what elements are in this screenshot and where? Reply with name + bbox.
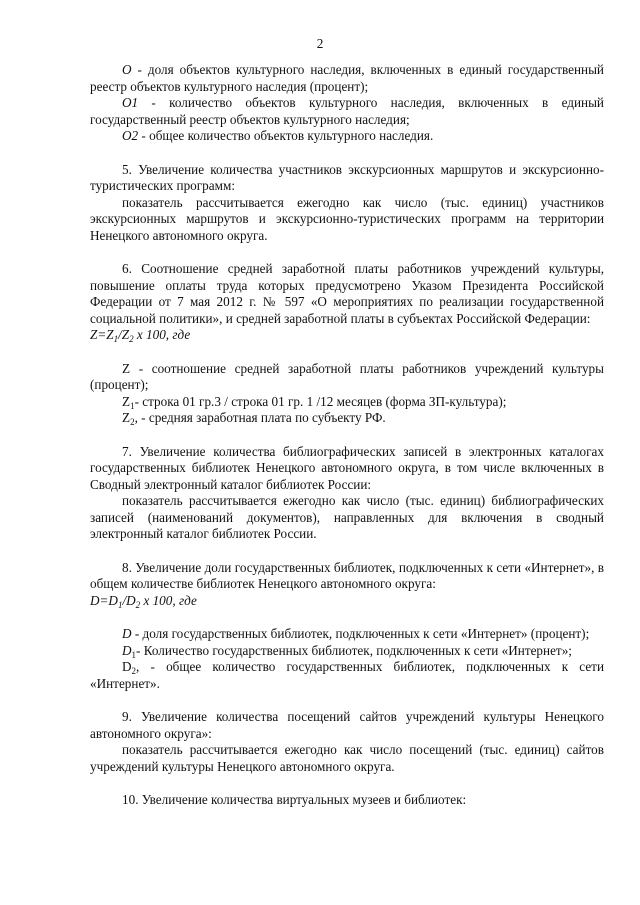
definition-z2: $Z_2$, - средняя заработная плата по субъекту РФ. xyxy=(122,410,386,427)
symbol: D xyxy=(122,626,132,641)
formula-z: $Z=Z_1/Z_2$ x 100, где xyxy=(90,327,191,344)
item-5-text: показатель рассчитывается ежегодно как число (тыс. единиц) участников экскурсионных маршрутов и экскурсионно-туристических программ на территории Ненецкого автономного округа. xyxy=(90,194,604,243)
item-10-heading: 10. Увеличение количества виртуальных музеев и библиотек: xyxy=(122,792,467,807)
definition-z1: $Z_1-$ строка 01 гр.3 / строка 01 гр. 1 /12 месяцев (форма ЗП-культура); xyxy=(122,393,507,411)
definition-o2 xyxy=(90,128,604,145)
item-7-heading: 7. Увеличение количества библиографических записей в электронных каталогах государственных библиотек Ненецкого автономного округа, в том числе включенных в Сводный электронный каталог библиотек России: xyxy=(90,443,604,492)
definition-text: - общее количество объектов культурного наследия. xyxy=(138,128,434,143)
page-number: 2 xyxy=(316,36,324,51)
item-9-text: показатель рассчитывается ежегодно как число посещений (тыс. единиц) сайтов учреждений культуры Ненецкого автономного округа. xyxy=(90,742,604,774)
item-6-heading: 6. Соотношение средней заработной платы работников учреждений культуры, повышение оплаты труда которых предусмотрено Указом Президента Российской Федерации от 7 мая 2012 г. № 597 «О мероприятиях по реализации государственной социальной политики», и средней заработной платы в субъектах Российской Федерации: xyxy=(90,261,604,326)
definition-text: - доля объектов культурного наследия, включенных в единый государственный реестр объектов культурного наследия (процент); xyxy=(90,62,604,94)
item-7-text: показатель рассчитывается ежегодно как число (тыс. единиц) библиографических записей (наименований документов), направленных для включения в сводный электронный каталог библиотек России. xyxy=(90,493,604,541)
formula-d: $D=D_1/D_2$ x 100, где xyxy=(90,592,197,610)
definition-d1: $D_1-$ Количество государственных библиотек, подключенных к сети «Интернет»; xyxy=(122,642,572,660)
symbol: O xyxy=(122,62,132,77)
definition-o1 xyxy=(90,95,604,128)
item-9-heading: 9. Увеличение количества посещений сайтов учреждений культуры Ненецкого автономного округа»: xyxy=(90,709,604,741)
definition-d2: $D_2$, - общее количество государственных библиотек, подключенных к сети «Интернет». xyxy=(90,659,604,691)
definition-text: - количество объектов культурного наследия, включенных в единый государственный реестр объектов культурного наследия; xyxy=(90,95,604,127)
item-5-heading: 5. Увеличение количества участников экскурсионных маршрутов и экскурсионно-туристических программ: xyxy=(90,161,604,193)
definition-d: D - доля государственных библиотек, подключенных к сети «Интернет» (процент); xyxy=(122,626,590,641)
item-8-heading: 8. Увеличение доли государственных библиотек, подключенных к сети «Интернет», в общем количестве библиотек Ненецкого автономного округа: xyxy=(90,559,604,591)
definition-z: Z - соотношение средней заработной платы работников учреждений культуры (процент); xyxy=(90,360,604,392)
definition-o xyxy=(90,62,604,95)
document-body xyxy=(90,62,604,809)
symbol: O2 xyxy=(122,128,139,143)
symbol: O1 xyxy=(122,95,139,110)
